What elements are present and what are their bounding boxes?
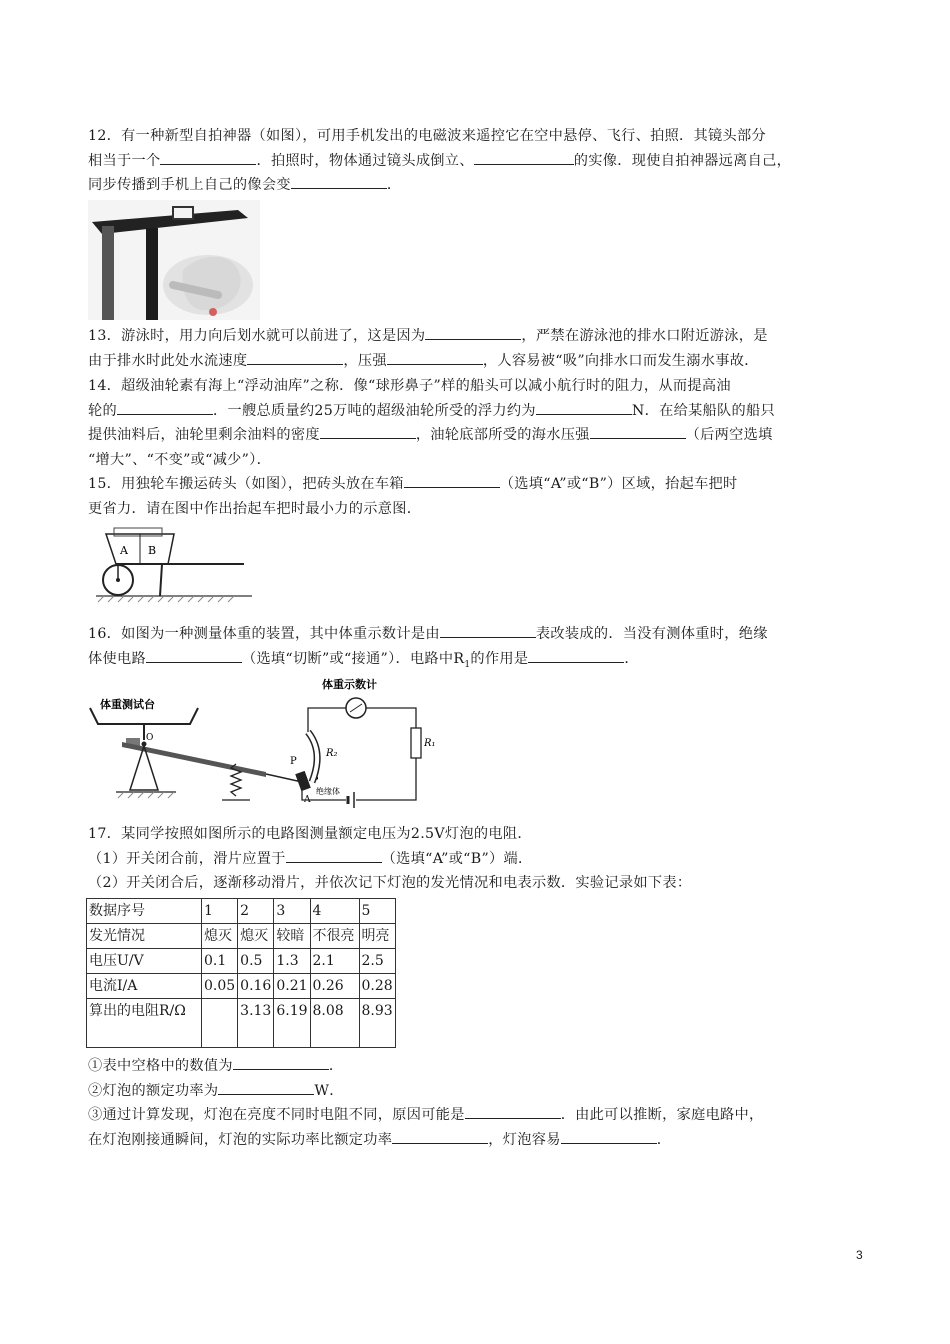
q12-text: 的实像．现使自拍神器远离自己，: [573, 152, 792, 169]
answer-blank[interactable]: [233, 1055, 329, 1070]
q14-text: ．一艘总质量约25万吨的超级油轮所受的浮力约为: [212, 402, 536, 419]
label-a: A: [120, 544, 128, 557]
selfie-drone-photo: [88, 200, 260, 320]
q12-text: ．拍照时，物体通过镜头成倒立、: [256, 152, 474, 169]
q13-text: ，压强: [343, 352, 387, 369]
q17-text: ①表中空格中的数值为: [88, 1058, 233, 1074]
q17-subquestions: [88, 1054, 864, 1152]
q16-line1: [88, 622, 864, 647]
q12-line1: 12．有一种新型自拍神器（如图），可用手机发出的电磁波来遥控它在空中悬停、飞行、拍照．其镜头部分: [88, 128, 766, 144]
q15-line2: 更省力．请在图中作出抬起车把时最小力的示意图．: [88, 500, 422, 517]
question-15: [88, 472, 864, 521]
answer-blank[interactable]: [561, 1129, 657, 1144]
q17-part1: [88, 847, 864, 872]
q17-text: （1）开关闭合前，滑片应置于: [88, 850, 286, 867]
q17-text: ③通过计算发现，灯泡在亮度不同时电阻不同，原因可能是: [88, 1107, 465, 1123]
answer-blank[interactable]: [218, 1080, 314, 1095]
table-cell: 电压U/V: [87, 949, 202, 974]
answer-blank[interactable]: [117, 400, 213, 415]
q14-text: N．在给某船队的船只: [631, 402, 775, 419]
answer-blank[interactable]: [247, 350, 343, 365]
question-14: [88, 374, 864, 472]
q17-part2: （2）开关闭合后，逐渐移动滑片，并依次记下灯泡的发光情况和电表示数．实验记录如下表：: [88, 875, 692, 891]
q16-text: ．: [624, 650, 639, 667]
answer-blank[interactable]: [387, 350, 483, 365]
q15-line1: [88, 472, 864, 497]
answer-blank[interactable]: [404, 473, 500, 488]
table-cell: 熄灭: [238, 924, 274, 949]
q15-text: 15．用独轮车搬运砖头（如图），把砖头放在车箱: [88, 476, 404, 492]
table-cell: 发光情况: [87, 924, 202, 949]
wheelbarrow-diagram: [94, 524, 254, 604]
answer-blank[interactable]: [392, 1129, 488, 1144]
q12-text: ．: [386, 177, 402, 193]
q17-text: W．: [314, 1082, 344, 1099]
table-cell: 0.05: [202, 974, 238, 999]
meter-label: 体重示数计: [322, 678, 377, 691]
q17-sub3: [88, 1103, 864, 1128]
table-row: [87, 999, 396, 1048]
table-cell: 8.08: [310, 999, 359, 1048]
q14-text: （后两空选填: [685, 427, 773, 443]
table-cell: 1: [202, 899, 238, 924]
answer-blank[interactable]: [474, 150, 574, 165]
q14-line1: 14．超级油轮素有海上“浮动油库”之称．像“球形鼻子”样的船头可以减小航行时的阻力，从而提高油: [88, 378, 731, 394]
label-b: B: [148, 544, 157, 557]
table-cell: 不很亮: [310, 924, 359, 949]
q17-text: 在灯泡刚接通瞬间，灯泡的实际功率比额定功率: [88, 1131, 393, 1148]
table-row: [87, 924, 396, 949]
subscript: 1: [464, 659, 471, 670]
q13-text: ，严禁在游泳池的排水口附近游泳，是: [521, 328, 768, 344]
table-cell: 5: [359, 899, 395, 924]
answer-blank[interactable]: [536, 400, 632, 415]
question-16: [88, 622, 864, 677]
answer-blank[interactable]: [440, 623, 536, 638]
platform-label: 体重测试台: [100, 698, 155, 711]
q16-text: （选填“切断”或“接通”）．电路中R: [241, 650, 465, 667]
q17-text: ，灯泡容易: [488, 1131, 561, 1148]
point-b-label: B: [312, 773, 319, 783]
q13-text: 由于排水时此处水流速度: [88, 352, 248, 369]
table-cell: 0.5: [238, 949, 274, 974]
answer-blank[interactable]: [590, 424, 686, 439]
table-cell: 3.13: [238, 999, 274, 1048]
answer-blank[interactable]: [320, 424, 416, 439]
table-row: [87, 974, 396, 999]
q16-text: 的作用是: [470, 650, 529, 667]
q17-text: ．: [328, 1058, 344, 1074]
table-cell: 0.26: [310, 974, 359, 999]
table-cell: 1.3: [274, 949, 310, 974]
question-17: [88, 822, 864, 896]
q17-text: （选填“A”或“B”）端．: [381, 850, 533, 867]
answer-blank[interactable]: [425, 325, 521, 340]
table-cell: 数据序号: [87, 899, 202, 924]
q16-text: 表改装成的．当没有测体重时，绝缘: [535, 626, 768, 642]
q17-intro: 17．某同学按照如图所示的电路图测量额定电压为2.5V灯泡的电阻．: [88, 826, 532, 842]
answer-blank[interactable]: [146, 648, 242, 663]
q17-text: ②灯泡的额定功率为: [88, 1082, 219, 1099]
table-cell: 3: [274, 899, 310, 924]
pivot-label: O: [146, 733, 154, 743]
q13-text: ，人容易被“吸”向排水口而发生溺水事故．: [482, 352, 759, 369]
point-a-label: A: [304, 795, 311, 805]
q14-line2: [88, 399, 864, 424]
table-row: [87, 899, 396, 924]
table-cell: 8.93: [359, 999, 395, 1048]
q14-text: ，油轮底部所受的海水压强: [415, 427, 590, 443]
q12-text: 相当于一个: [88, 152, 161, 169]
q13-line2: [88, 349, 864, 374]
answer-blank[interactable]: [465, 1104, 561, 1119]
question-13: [88, 324, 864, 373]
table-cell: 6.19: [274, 999, 310, 1048]
table-cell: [202, 999, 238, 1048]
q15-text: （选填“A”或“B”）区域，抬起车把时: [499, 476, 738, 492]
table-cell: 2.5: [359, 949, 395, 974]
q16-text: 16．如图为一种测量体重的装置，其中体重示数计是由: [88, 626, 440, 642]
question-12: [88, 124, 864, 198]
insulator-label: 绝缘体: [316, 787, 340, 796]
table-cell: 0.1: [202, 949, 238, 974]
page-number: 3: [856, 1248, 863, 1262]
table-cell: 算出的电阻R/Ω: [87, 999, 202, 1048]
table-row: [87, 949, 396, 974]
r2-label: R₂: [326, 748, 338, 759]
answer-blank[interactable]: [291, 174, 387, 189]
q12-line3: [88, 173, 864, 198]
weighing-circuit-diagram: [86, 672, 438, 810]
q14-text: 提供油料后，油轮里剩余油料的密度: [88, 427, 320, 443]
table-cell: 0.16: [238, 974, 274, 999]
table-cell: 较暗: [274, 924, 310, 949]
r1-label: R₁: [424, 738, 436, 749]
q17-text: ．: [656, 1131, 672, 1148]
q14-text: 轮的: [88, 402, 117, 419]
table-cell: 2.1: [310, 949, 359, 974]
q13-line1: [88, 324, 864, 349]
slider-p-label: P: [290, 756, 297, 767]
q14-line4: “增大”、“不变”或“减少”）．: [88, 451, 272, 468]
answer-blank[interactable]: [160, 150, 256, 165]
table-cell: 明亮: [359, 924, 395, 949]
q17-sub3-cont: [88, 1128, 864, 1153]
table-cell: 0.28: [359, 974, 395, 999]
table-cell: 熄灭: [202, 924, 238, 949]
answer-blank[interactable]: [286, 848, 382, 863]
answer-blank[interactable]: [528, 648, 624, 663]
q14-line3: [88, 423, 864, 448]
q13-text: 13．游泳时，用力向后划水就可以前进了，这是因为: [88, 328, 426, 344]
table-cell: 电流I/A: [87, 974, 202, 999]
experiment-table: [86, 898, 396, 1048]
q17-sub2: [88, 1079, 864, 1104]
q17-text: ．由此可以推断，家庭电路中，: [560, 1107, 764, 1123]
table-cell: 4: [310, 899, 359, 924]
q16-text: 体使电路: [88, 650, 146, 667]
q12-line2: [88, 149, 864, 174]
table-cell: 2: [238, 899, 274, 924]
table-cell: 0.21: [274, 974, 310, 999]
q17-sub1: [88, 1054, 864, 1079]
q12-text: 同步传播到手机上自己的像会变: [88, 177, 291, 193]
